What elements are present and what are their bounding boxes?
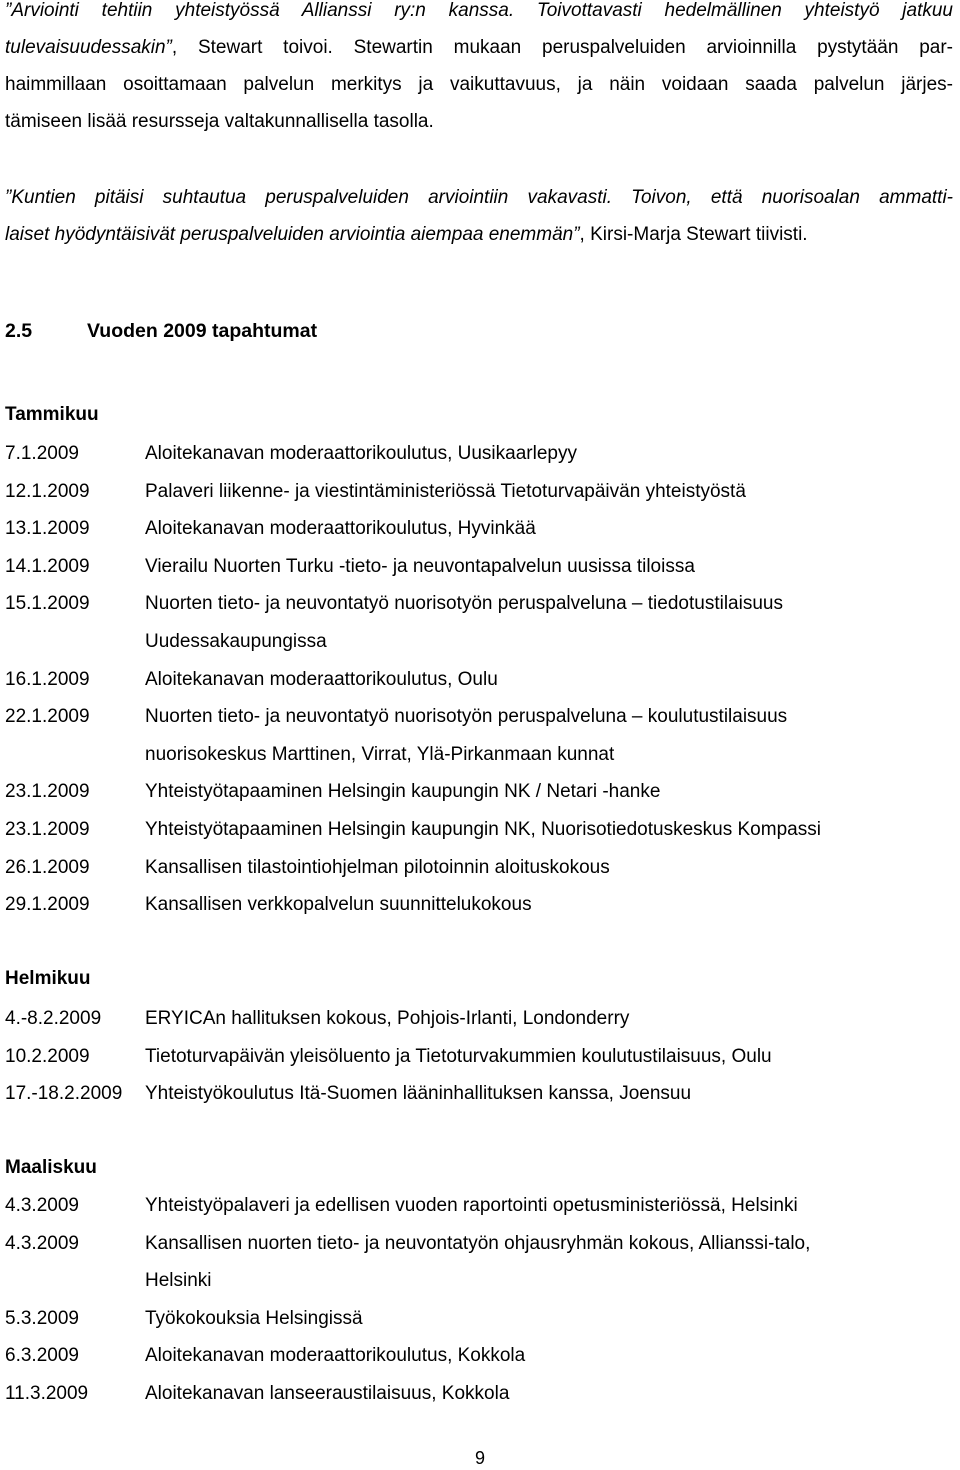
event-text: Yhteistyöpalaveri ja edellisen vuoden raportointi opetusministeriössä, Helsinki xyxy=(145,1195,798,1216)
event-row xyxy=(5,773,955,811)
event-date: 11.3.2009 xyxy=(5,1382,89,1404)
event-date: 29.1.2009 xyxy=(5,894,90,916)
event-date: 10.2.2009 xyxy=(5,1045,90,1067)
quote-line-1: ”Kuntien pitäisi suhtautua peruspalveluiden arviointiin vakavasti. Toivon, että nuorisoalan ammatti- xyxy=(5,187,953,208)
event-text: Yhteistyötapaaminen Helsingin kaupungin NK / Netari -hanke xyxy=(145,781,661,803)
intro-line-3: haimmillaan osoittamaan palvelun merkitys ja vaikuttavuus, ja näin voidaan saada palvelun järjes- xyxy=(5,74,953,95)
quote-line-2-italic: laiset hyödyntäisivät peruspalveluiden arviointia aiempaa enemmän” xyxy=(5,224,580,245)
page-number: 9 xyxy=(474,1448,485,1468)
event-date: 17.-18.2.2009 xyxy=(5,1083,123,1105)
event-date xyxy=(5,623,145,661)
events-tammikuu xyxy=(5,435,955,924)
event-row xyxy=(5,510,955,548)
event-text: Aloitekanavan lanseeraustilaisuus, Kokkola xyxy=(145,1382,510,1404)
event-date xyxy=(5,736,145,774)
event-row xyxy=(5,1187,955,1225)
event-text: Nuorten tieto- ja neuvontatyö nuorisotyön peruspalveluna – koulutustilaisuus xyxy=(145,706,788,728)
event-row xyxy=(5,1300,955,1338)
event-date: 22.1.2009 xyxy=(5,706,90,728)
event-date: 4.-8.2.2009 xyxy=(5,1008,102,1029)
event-date: 14.1.2009 xyxy=(5,555,90,577)
event-row xyxy=(5,661,955,699)
event-text: Aloitekanavan moderaattorikoulutus, Kokkola xyxy=(145,1345,526,1367)
event-row xyxy=(5,473,955,511)
intro-line-2-rest: , Stewart toivoi. Stewartin mukaan peruspalveluiden arvioinnilla pystytään par- xyxy=(171,37,953,58)
event-text: Helsinki xyxy=(145,1270,212,1292)
event-date: 5.3.2009 xyxy=(5,1307,79,1329)
event-date: 7.1.2009 xyxy=(5,443,79,464)
event-text: Vierailu Nuorten Turku -tieto- ja neuvontapalvelun uusissa tiloissa xyxy=(145,555,695,577)
event-row xyxy=(5,585,955,623)
event-date: 4.3.2009 xyxy=(5,1232,79,1254)
event-row xyxy=(5,1075,955,1113)
event-date: 6.3.2009 xyxy=(5,1345,79,1367)
event-text: Aloitekanavan moderaattorikoulutus, Hyvinkää xyxy=(145,518,536,540)
event-date: 16.1.2009 xyxy=(5,668,90,690)
month-heading-tammikuu: Tammikuu xyxy=(5,404,99,425)
event-date: 23.1.2009 xyxy=(5,818,90,840)
event-row xyxy=(5,435,955,473)
event-row xyxy=(5,1000,955,1038)
section-number: 2.5 xyxy=(5,320,33,342)
event-row xyxy=(5,623,955,661)
intro-paragraph xyxy=(5,0,953,140)
event-date: 15.1.2009 xyxy=(5,593,90,615)
section-title: Vuoden 2009 tapahtumat xyxy=(87,320,318,342)
event-row xyxy=(5,1038,955,1076)
event-row xyxy=(5,1225,955,1263)
event-row xyxy=(5,886,955,924)
event-text: Kansallisen verkkopalvelun suunnittelukokous xyxy=(145,894,532,916)
event-text: Kansallisen nuorten tieto- ja neuvontatyön ohjausryhmän kokous, Allianssi-talo, xyxy=(145,1232,811,1254)
event-text: Aloitekanavan moderaattorikoulutus, Oulu xyxy=(145,668,498,690)
event-date: 4.3.2009 xyxy=(5,1195,79,1216)
event-row xyxy=(5,811,955,849)
event-row xyxy=(5,548,955,586)
event-text: Tietoturvapäivän yleisöluento ja Tietoturvakummien koulutustilaisuus, Oulu xyxy=(145,1045,772,1067)
month-heading-maaliskuu: Maaliskuu xyxy=(5,1157,97,1178)
intro-line-1: ”Arviointi tehtiin yhteistyössä Allianssi ry:n kanssa. Toivottavasti hedelmällinen yhteistyö jatkuu xyxy=(5,0,953,21)
intro-line-4: tämiseen lisää resursseja valtakunnallisella tasolla. xyxy=(5,111,434,132)
event-date: 13.1.2009 xyxy=(5,518,90,540)
quote-paragraph xyxy=(5,179,953,253)
event-row xyxy=(5,849,955,887)
event-row xyxy=(5,1375,955,1413)
events-helmikuu xyxy=(5,1000,955,1113)
event-text: Palaveri liikenne- ja viestintäministeriössä Tietoturvapäivän yhteistyöstä xyxy=(145,480,746,502)
event-text: ERYICAn hallituksen kokous, Pohjois-Irlanti, Londonderry xyxy=(145,1008,630,1029)
event-text: Työkokouksia Helsingissä xyxy=(145,1307,363,1329)
quote-line-2-rest: , Kirsi-Marja Stewart tiivisti. xyxy=(579,224,808,245)
event-row xyxy=(5,698,955,736)
event-text: Uudessakaupungissa xyxy=(145,630,327,652)
event-text: nuorisokeskus Marttinen, Virrat, Ylä-Pirkanmaan kunnat xyxy=(145,743,615,765)
intro-line-2-italic: tulevaisuudessakin” xyxy=(5,37,172,58)
event-row xyxy=(5,736,955,774)
month-heading-helmikuu: Helmikuu xyxy=(5,968,91,989)
event-text: Yhteistyötapaaminen Helsingin kaupungin NK, Nuorisotiedotuskeskus Kompassi xyxy=(145,818,821,840)
event-date xyxy=(5,1262,145,1300)
event-row xyxy=(5,1337,955,1375)
event-text: Nuorten tieto- ja neuvontatyö nuorisotyön peruspalveluna – tiedotustilaisuus xyxy=(145,593,783,615)
event-date: 23.1.2009 xyxy=(5,781,90,803)
event-row xyxy=(5,1262,955,1300)
event-text: Yhteistyökoulutus Itä-Suomen lääninhallituksen kanssa, Joensuu xyxy=(145,1083,692,1105)
event-date: 12.1.2009 xyxy=(5,480,90,502)
event-text: Aloitekanavan moderaattorikoulutus, Uusikaarlepyy xyxy=(145,443,577,464)
event-text: Kansallisen tilastointiohjelman pilotoinnin aloituskokous xyxy=(145,856,610,878)
section-heading xyxy=(5,320,317,343)
events-maaliskuu xyxy=(5,1187,955,1413)
event-date: 26.1.2009 xyxy=(5,856,90,878)
